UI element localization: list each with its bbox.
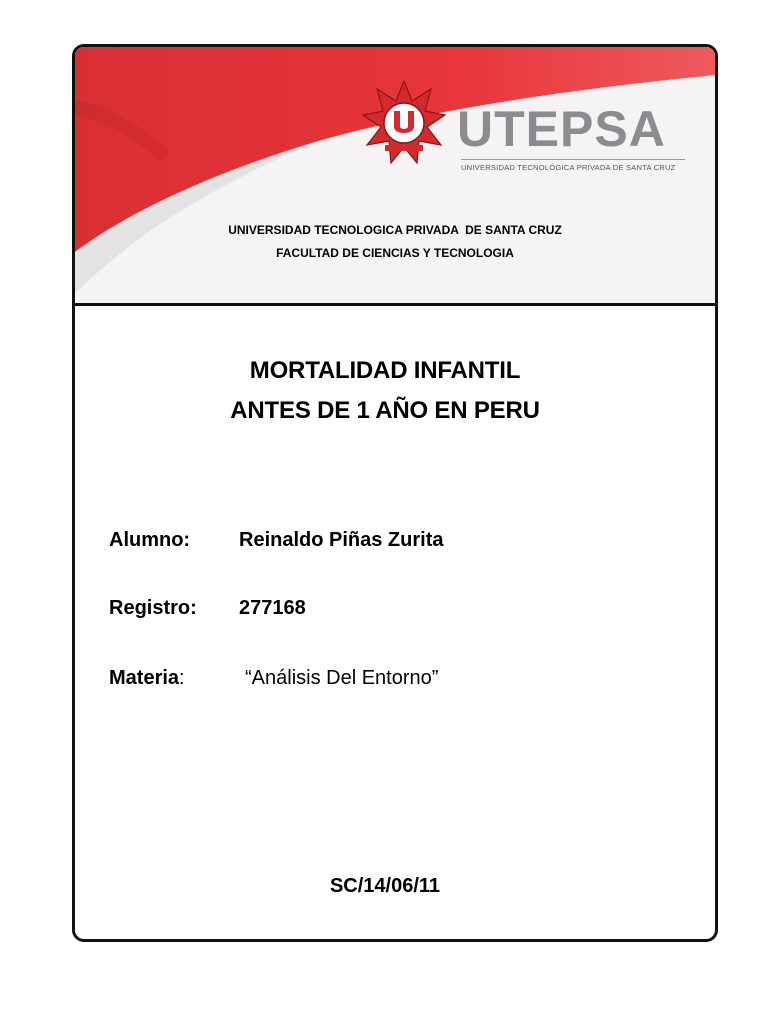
registro-value: 277168: [239, 597, 306, 619]
document-date: SC/14/06/11: [329, 875, 441, 897]
utepsa-star-logo-icon: [361, 79, 447, 171]
document-title-line-2: ANTES DE 1 AÑO EN PERU: [230, 397, 540, 424]
header-banner: [75, 47, 715, 306]
alumno-label: Alumno:: [109, 529, 191, 551]
cover-page: [72, 44, 718, 942]
alumno-value: Reinaldo Piñas Zurita: [239, 529, 444, 551]
materia-label-colon: :: [179, 667, 185, 689]
materia-value: “Análisis Del Entorno”: [245, 667, 439, 689]
university-name: UNIVERSIDAD TECNOLOGICA PRIVADA DE SANTA CRUZ: [228, 223, 562, 237]
faculty-name: FACULTAD DE CIENCIAS Y TECNOLOGIA: [276, 246, 514, 260]
materia-label: [109, 667, 185, 690]
brand-subtitle: UNIVERSIDAD TECNOLÓGICA PRIVADA DE SANTA CRUZ: [461, 163, 676, 172]
document-title-line-1: MORTALIDAD INFANTIL: [249, 357, 521, 384]
brand-divider: [461, 159, 685, 160]
brand-name: UTEPSA: [457, 101, 666, 157]
materia-label-text: Materia: [109, 667, 180, 689]
registro-label: Registro:: [109, 597, 197, 619]
